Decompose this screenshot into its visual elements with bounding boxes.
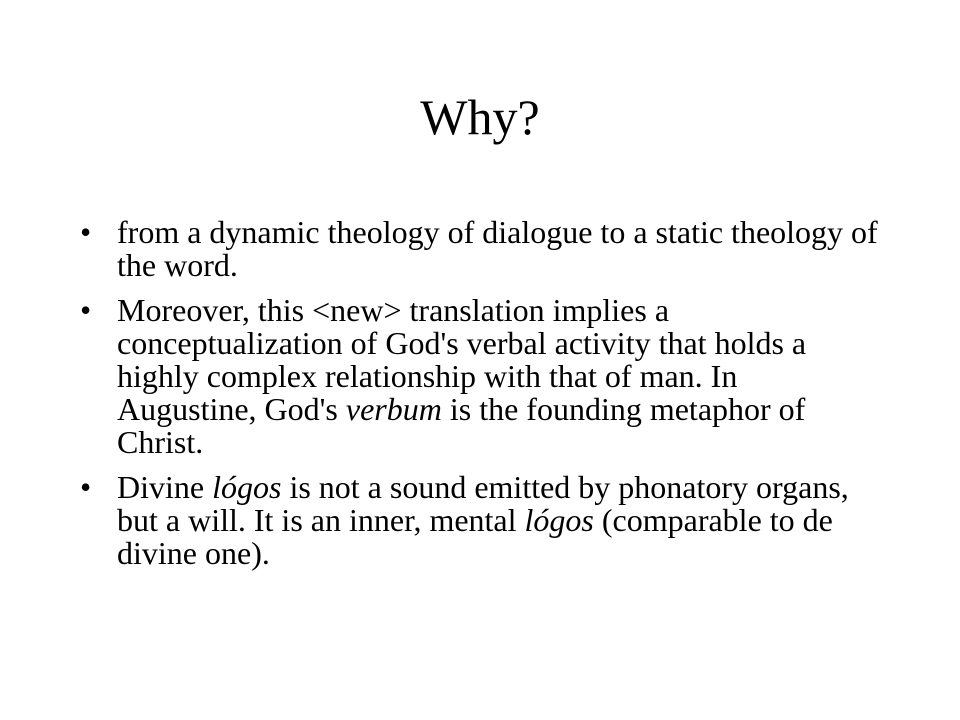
bullet-item: [80, 216, 880, 282]
bullet-text-segment: (comparable to de divine one).: [117, 502, 833, 571]
bullet-text-segment: is not a sound emitted by phonatory organs, but a will. It is an inner, mental: [117, 469, 849, 538]
bullet-item: [80, 471, 880, 570]
bullet-item: [80, 294, 880, 459]
emphasis-logos: lógos: [524, 502, 594, 538]
bullet-text: from a dynamic theology of dialogue to a static theology of the word.: [117, 214, 878, 283]
emphasis-logos: lógos: [212, 469, 282, 505]
bullet-text-segment: Moreover, this <new> translation implies a conceptualization of God's verbal activity that holds a highly complex relationship with that of man. In Augustine, God's: [117, 292, 807, 427]
bullet-list: [80, 216, 880, 582]
bullet-text: [117, 292, 806, 460]
bullet-marker: •: [80, 292, 92, 328]
bullet-text: [117, 469, 849, 571]
bullet-text-segment: is the founding metaphor of Christ.: [117, 391, 806, 460]
emphasis-verbum: verbum: [345, 391, 442, 427]
bullet-marker: •: [80, 214, 92, 250]
bullet-text-segment: Divine: [117, 469, 213, 505]
slide-title: Why?: [420, 89, 540, 145]
bullet-marker: •: [80, 469, 92, 505]
